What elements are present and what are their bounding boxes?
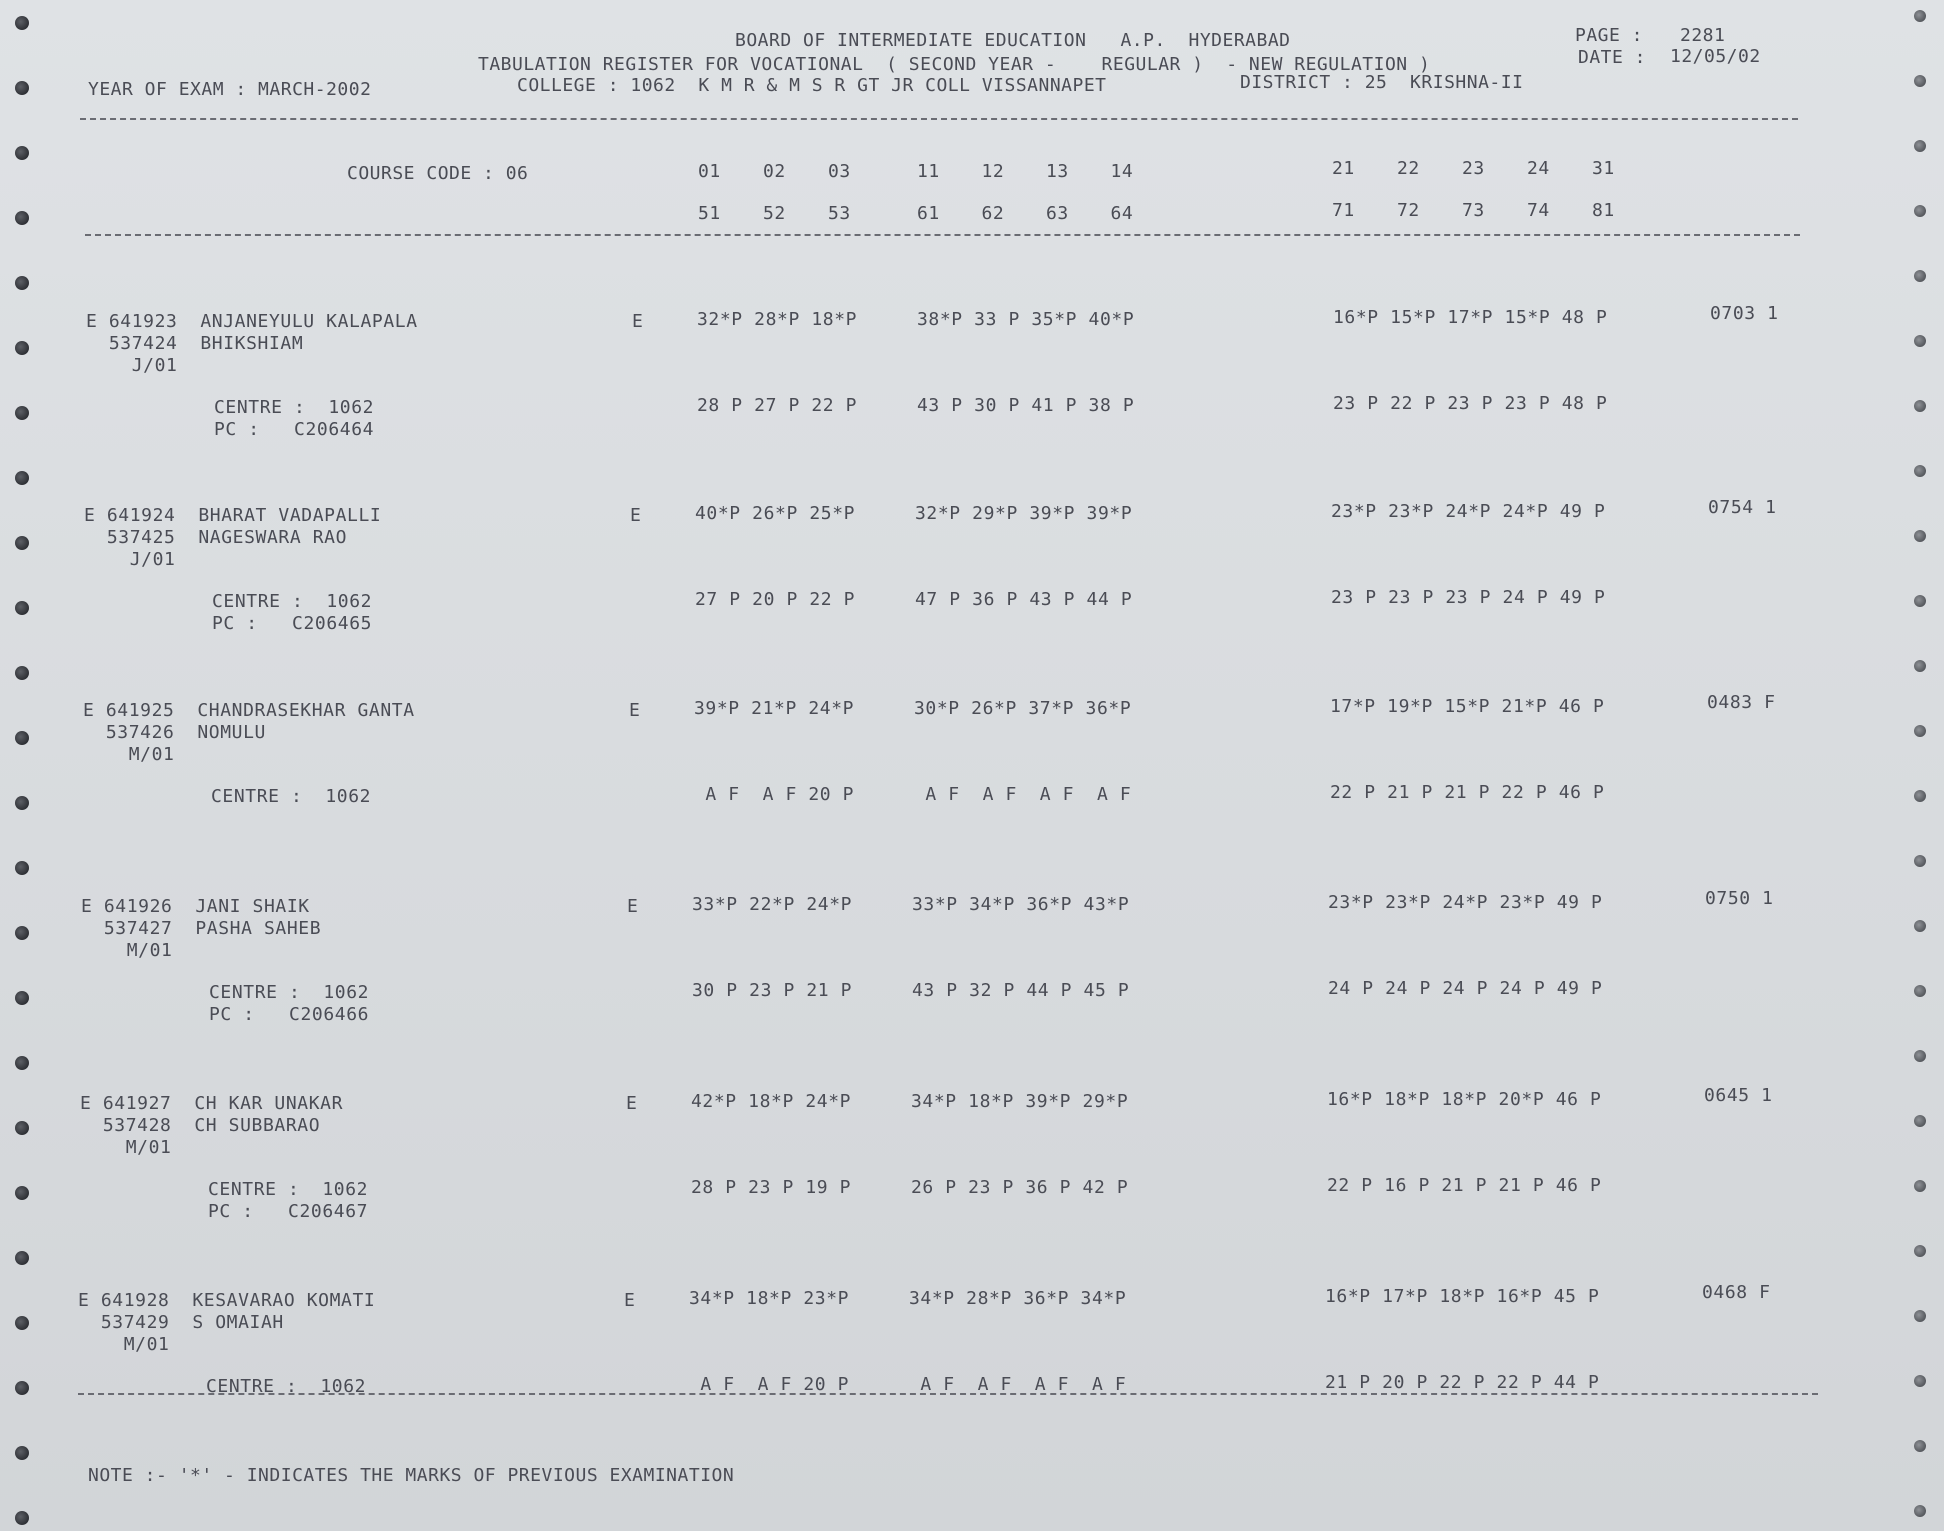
feed-hole (15, 991, 29, 1005)
marks-previous-group3: 23 P 22 P 23 P 23 P 48 P (1333, 393, 1608, 414)
centre: CENTRE : 1062 (212, 591, 373, 612)
subject-code: 61 (917, 203, 940, 224)
student-group: M/01 (81, 940, 173, 961)
marks-group2: 34*P 28*P 36*P 34*P (909, 1288, 1127, 1309)
centre: CENTRE : 1062 (211, 786, 372, 807)
marks-group1: 39*P 21*P 24*P (694, 698, 855, 719)
total-result: 0754 1 (1708, 497, 1777, 518)
marks-previous-group3: 24 P 24 P 24 P 24 P 49 P (1328, 978, 1603, 999)
student-id-name: E 641924 BHARAT VADAPALLI (84, 505, 382, 526)
feed-hole (15, 146, 29, 160)
student-roll-father: 537425 NAGESWARA RAO (84, 527, 348, 548)
feed-hole (1914, 140, 1926, 152)
marks-group2: 30*P 26*P 37*P 36*P (914, 698, 1132, 719)
subject-code: 53 (828, 203, 851, 224)
student-id-name: E 641928 KESAVARAO KOMATI (78, 1290, 376, 1311)
feed-hole (15, 211, 29, 225)
centre: CENTRE : 1062 (209, 982, 370, 1003)
feed-hole (15, 926, 29, 940)
total-result: 0703 1 (1710, 303, 1779, 324)
feed-hole (15, 1251, 29, 1265)
marks-previous-group2: 43 P 30 P 41 P 38 P (917, 395, 1135, 416)
feed-hole (1914, 855, 1926, 867)
feed-hole (1914, 270, 1926, 282)
marks-previous-group1: 28 P 23 P 19 P (691, 1177, 852, 1198)
student-roll-father: 537424 BHIKSHIAM (86, 333, 304, 354)
marks-previous-group3: 22 P 21 P 21 P 22 P 46 P (1330, 782, 1605, 803)
page-number: 2281 (1680, 25, 1726, 46)
medium: E (626, 1093, 638, 1114)
student-group: J/01 (86, 355, 178, 376)
feed-hole (15, 406, 29, 420)
total-result: 0645 1 (1704, 1085, 1773, 1106)
marks-group3: 16*P 18*P 18*P 20*P 46 P (1327, 1089, 1602, 1110)
feed-hole (15, 1186, 29, 1200)
student-group: M/01 (83, 744, 175, 765)
student-group: M/01 (80, 1137, 172, 1158)
student-roll-father: 537429 S OMAIAH (78, 1312, 284, 1333)
subject-code: 22 (1397, 158, 1420, 179)
feed-hole (15, 1381, 29, 1395)
feed-hole (15, 276, 29, 290)
district-info: DISTRICT : 25 KRISHNA-II (1240, 72, 1524, 93)
feed-hole (1914, 335, 1926, 347)
feed-hole (15, 1121, 29, 1135)
feed-hole (1914, 1310, 1926, 1322)
feed-hole (1914, 205, 1926, 217)
pc-number: PC : C206466 (209, 1004, 370, 1025)
marks-group3: 16*P 15*P 17*P 15*P 48 P (1333, 307, 1608, 328)
marks-previous-group1: 27 P 20 P 22 P (695, 589, 856, 610)
feed-hole (1914, 1245, 1926, 1257)
subject-code: 13 (1046, 161, 1069, 182)
feed-hole (15, 1511, 29, 1525)
total-result: 0483 F (1707, 692, 1776, 713)
feed-hole (15, 536, 29, 550)
marks-previous-group2: A F A F A F A F (914, 784, 1132, 805)
student-roll-father: 537426 NOMULU (83, 722, 266, 743)
date-label: DATE : (1578, 47, 1647, 68)
feed-hole (1914, 660, 1926, 672)
divider-top (80, 118, 1798, 120)
subject-code: 74 (1527, 200, 1550, 221)
marks-group2: 33*P 34*P 36*P 43*P (912, 894, 1130, 915)
marks-group3: 16*P 17*P 18*P 16*P 45 P (1325, 1286, 1600, 1307)
centre: CENTRE : 1062 (208, 1179, 369, 1200)
marks-previous-group2: A F A F A F A F (909, 1374, 1127, 1395)
marks-previous-group1: 30 P 23 P 21 P (692, 980, 853, 1001)
feed-hole (1914, 530, 1926, 542)
register-title: TABULATION REGISTER FOR VOCATIONAL ( SECOND YEAR - REGULAR ) - NEW REGULATION ) (478, 54, 1431, 75)
marks-group2: 34*P 18*P 39*P 29*P (911, 1091, 1129, 1112)
marks-previous-group3: 22 P 16 P 21 P 21 P 46 P (1327, 1175, 1602, 1196)
marks-group1: 34*P 18*P 23*P (689, 1288, 850, 1309)
course-code: COURSE CODE : 06 (347, 163, 529, 184)
feed-hole (1914, 985, 1926, 997)
student-roll-father: 537428 CH SUBBARAO (80, 1115, 321, 1136)
medium: E (630, 505, 642, 526)
subject-code: 12 (981, 161, 1005, 182)
subject-code: 14 (1110, 161, 1134, 182)
student-group: J/01 (84, 549, 176, 570)
feed-hole (15, 861, 29, 875)
feed-hole (1914, 1505, 1926, 1517)
college-info: COLLEGE : 1062 K M R & M S R GT JR COLL VISSANNAPET (517, 75, 1107, 96)
feed-hole (15, 796, 29, 810)
pc-number: PC : C206465 (212, 613, 373, 634)
student-group: M/01 (78, 1334, 170, 1355)
subject-code: 63 (1046, 203, 1069, 224)
subject-code: 02 (763, 161, 786, 182)
centre: CENTRE : 1062 (214, 397, 375, 418)
subject-code: 73 (1462, 200, 1485, 221)
feed-hole (1914, 75, 1926, 87)
subject-code: 03 (828, 161, 851, 182)
feed-hole (15, 731, 29, 745)
subject-code: 62 (981, 203, 1005, 224)
student-id-name: E 641925 CHANDRASEKHAR GANTA (83, 700, 415, 721)
print-date: 12/05/02 (1670, 46, 1761, 67)
feed-hole (1914, 920, 1926, 932)
subject-code: 52 (763, 203, 786, 224)
marks-previous-group2: 43 P 32 P 44 P 45 P (912, 980, 1130, 1001)
subject-code: 31 (1592, 158, 1615, 179)
marks-previous-group1: A F A F 20 P (694, 784, 855, 805)
feed-hole (1914, 1050, 1926, 1062)
feed-hole (1914, 1115, 1926, 1127)
medium: E (624, 1290, 636, 1311)
page-label: PAGE : (1575, 25, 1644, 46)
medium: E (632, 311, 644, 332)
total-result: 0750 1 (1705, 888, 1774, 909)
feed-hole (1914, 595, 1926, 607)
feed-hole (1914, 10, 1926, 22)
marks-group2: 38*P 33 P 35*P 40*P (917, 309, 1135, 330)
feed-hole (15, 81, 29, 95)
feed-hole (15, 666, 29, 680)
footnote: NOTE :- '*' - INDICATES THE MARKS OF PREVIOUS EXAMINATION (88, 1465, 735, 1486)
divider-course (85, 234, 1800, 236)
tractor-feed-holes-right (1904, 0, 1944, 1531)
feed-hole (15, 471, 29, 485)
marks-group3: 23*P 23*P 24*P 24*P 49 P (1331, 501, 1606, 522)
marks-group3: 23*P 23*P 24*P 23*P 49 P (1328, 892, 1603, 913)
medium: E (627, 896, 639, 917)
marks-group1: 42*P 18*P 24*P (691, 1091, 852, 1112)
subject-code: 81 (1592, 200, 1615, 221)
subject-code: 72 (1397, 200, 1420, 221)
marks-group1: 40*P 26*P 25*P (695, 503, 856, 524)
feed-hole (1914, 790, 1926, 802)
marks-previous-group1: 28 P 27 P 22 P (697, 395, 858, 416)
divider-bottom (78, 1393, 1818, 1395)
pc-number: PC : C206467 (208, 1201, 369, 1222)
feed-hole (15, 1446, 29, 1460)
total-result: 0468 F (1702, 1282, 1771, 1303)
feed-hole (15, 16, 29, 30)
feed-hole (1914, 1440, 1926, 1452)
marks-group2: 32*P 29*P 39*P 39*P (915, 503, 1133, 524)
marks-previous-group2: 26 P 23 P 36 P 42 P (911, 1177, 1129, 1198)
subject-code: 01 (698, 161, 721, 182)
pc-number: PC : C206464 (214, 419, 375, 440)
centre: CENTRE : 1062 (206, 1376, 367, 1397)
marks-group1: 32*P 28*P 18*P (697, 309, 858, 330)
feed-hole (1914, 1180, 1926, 1192)
feed-hole (15, 1316, 29, 1330)
marks-previous-group3: 23 P 23 P 23 P 24 P 49 P (1331, 587, 1606, 608)
feed-hole (1914, 400, 1926, 412)
feed-hole (1914, 725, 1926, 737)
subject-code: 11 (917, 161, 940, 182)
year-of-exam: YEAR OF EXAM : MARCH-2002 (88, 79, 372, 100)
feed-hole (15, 341, 29, 355)
feed-hole (15, 1056, 29, 1070)
marks-group1: 33*P 22*P 24*P (692, 894, 853, 915)
marks-previous-group1: A F A F 20 P (689, 1374, 850, 1395)
feed-hole (15, 601, 29, 615)
board-title: BOARD OF INTERMEDIATE EDUCATION A.P. HYDERABAD (735, 30, 1291, 51)
student-id-name: E 641923 ANJANEYULU KALAPALA (86, 311, 418, 332)
student-roll-father: 537427 PASHA SAHEB (81, 918, 322, 939)
feed-hole (1914, 465, 1926, 477)
student-id-name: E 641927 CH KAR UNAKAR (80, 1093, 344, 1114)
subject-code: 64 (1110, 203, 1134, 224)
subject-code: 24 (1527, 158, 1550, 179)
subject-code: 71 (1332, 200, 1355, 221)
subject-code: 21 (1332, 158, 1355, 179)
subject-code: 23 (1462, 158, 1485, 179)
tractor-feed-holes-left (0, 0, 40, 1531)
medium: E (629, 700, 641, 721)
marks-previous-group3: 21 P 20 P 22 P 22 P 44 P (1325, 1372, 1600, 1393)
student-id-name: E 641926 JANI SHAIK (81, 896, 310, 917)
marks-previous-group2: 47 P 36 P 43 P 44 P (915, 589, 1133, 610)
subject-code: 51 (698, 203, 721, 224)
marks-group3: 17*P 19*P 15*P 21*P 46 P (1330, 696, 1605, 717)
feed-hole (1914, 1375, 1926, 1387)
